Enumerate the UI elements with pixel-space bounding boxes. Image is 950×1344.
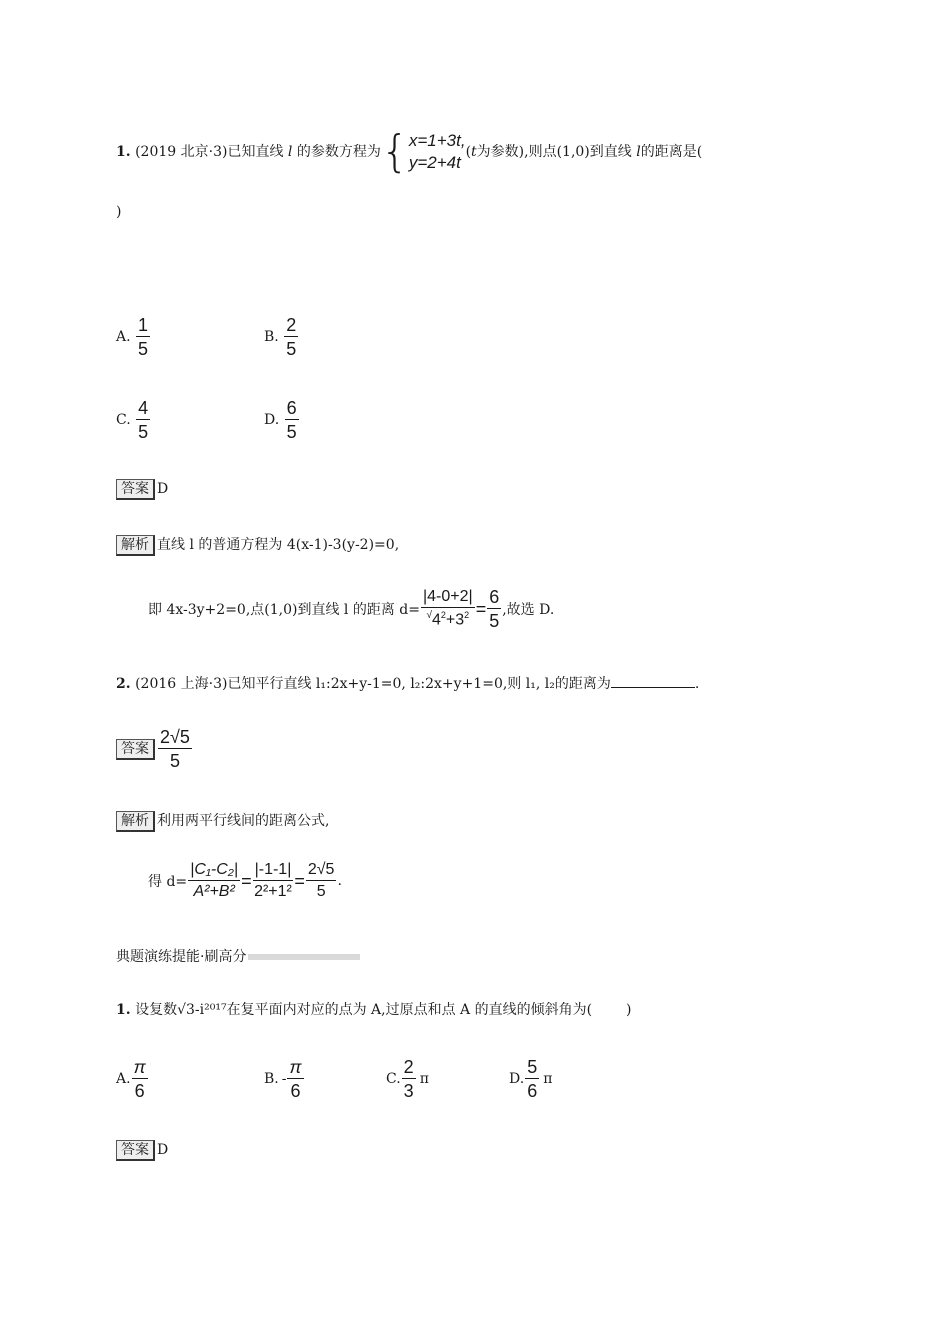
- q2-answer-blank[interactable]: [611, 675, 695, 688]
- q1-option-c: [116, 399, 151, 441]
- answer-tag: 答案: [116, 1140, 155, 1161]
- frac-den: 6: [134, 1081, 145, 1101]
- frac-den: 5: [286, 422, 297, 442]
- q1-param-system: [409, 130, 466, 174]
- q1-line-l-2: l: [636, 144, 641, 160]
- option-suffix: π: [419, 1071, 429, 1087]
- result-fraction: [306, 862, 337, 900]
- frac-num: |4-0+2|: [421, 589, 475, 608]
- q3-answer: [116, 1140, 168, 1161]
- q1-stem: [116, 126, 703, 177]
- q1-param-rest: 为参数),则点(1,0)到直线: [476, 144, 632, 160]
- option-label: C.: [116, 412, 131, 428]
- option-label: A.: [116, 1071, 131, 1087]
- q2-text: 已知平行直线 l₁:2x+y-1=0, l₂:2x+y+1=0,则 l₁, l₂的距离为: [227, 676, 611, 692]
- frac-den: 5: [138, 339, 149, 359]
- option-label: D.: [264, 412, 280, 428]
- frac-num: 2: [286, 315, 297, 335]
- answer-tag: 答案: [116, 739, 155, 760]
- q2-source: (2016 上海·3): [135, 676, 228, 692]
- frac-den: 3: [403, 1081, 414, 1101]
- frac-den: 5: [138, 422, 149, 442]
- analysis-line1: 直线 l 的普通方程为 4(x-1)-3(y-2)=0,: [157, 537, 400, 553]
- frac-den: 5: [489, 611, 500, 631]
- q1-option-b: [264, 316, 299, 358]
- equals: =: [294, 870, 305, 891]
- q1-number: 1.: [116, 144, 131, 160]
- section-title: 典题演练提能·刷高分: [116, 949, 247, 965]
- frac-num: |C₁-C₂|: [188, 862, 240, 881]
- frac-den: 6: [290, 1081, 301, 1101]
- result-fraction: [487, 588, 501, 630]
- frac-den: 5: [286, 339, 297, 359]
- q2-analysis: [116, 810, 329, 832]
- answer-value: D: [157, 481, 169, 497]
- q1-param-open: (: [465, 144, 472, 160]
- q2-stem: [116, 673, 699, 693]
- frac-den: 6: [527, 1081, 538, 1101]
- q1-close-paren: ): [116, 204, 122, 220]
- fraction: [525, 1058, 539, 1100]
- equals: =: [475, 598, 487, 619]
- answer-value: D: [157, 1142, 169, 1158]
- option-sign: -: [281, 1071, 287, 1087]
- frac-num: 2: [403, 1057, 414, 1077]
- option-suffix: π: [543, 1071, 553, 1087]
- den-base: 3: [455, 611, 465, 629]
- q3-option-b: [264, 1058, 305, 1100]
- distance-fraction: [421, 589, 475, 628]
- q1-text-a: 已知直线: [227, 144, 284, 160]
- q2-analysis-formula: [148, 862, 342, 900]
- frac-den: 5: [169, 751, 180, 771]
- answer-tag: 答案: [116, 479, 155, 500]
- q1-sys-line2: y=2+4t: [408, 153, 461, 172]
- option-label: B.: [264, 329, 279, 345]
- fraction: [402, 1058, 416, 1100]
- q1-option-a: [116, 316, 151, 358]
- q1-option-d: [264, 399, 300, 441]
- frac-den: 2²+1²: [254, 883, 292, 900]
- frac-num: 2√5: [306, 862, 337, 881]
- analysis-text: ,故选 D.: [502, 602, 555, 618]
- q1-analysis: [116, 534, 399, 556]
- q1-brace: {: [380, 126, 409, 177]
- frac-num: π: [289, 1057, 302, 1077]
- q1-answer: [116, 479, 168, 500]
- option-label: D.: [509, 1071, 525, 1087]
- q3-stem: [116, 999, 632, 1019]
- fraction: [285, 399, 299, 441]
- value-fraction: [253, 862, 294, 900]
- q3-option-c: [386, 1058, 429, 1100]
- option-label: C.: [386, 1071, 401, 1087]
- frac-num: 2√5: [160, 727, 190, 747]
- frac-num: 6: [489, 587, 500, 607]
- q1-sys-line1: x=1+3t,: [408, 131, 466, 150]
- q2-answer: [116, 728, 193, 770]
- q1-line-l: l: [287, 144, 293, 160]
- answer-fraction: [158, 728, 192, 770]
- section-header: [116, 946, 360, 966]
- q3-close-paren: ): [626, 1002, 632, 1018]
- fraction: [287, 1058, 303, 1100]
- q3-number: 1.: [116, 1002, 131, 1018]
- q2-period: .: [694, 676, 700, 692]
- analysis-tag: 解析: [116, 535, 155, 556]
- q1-source: (2019 北京·3): [135, 144, 228, 160]
- frac-den: $^√4^2+3^2$: [426, 610, 470, 629]
- frac-num: 6: [286, 398, 297, 418]
- q1-analysis-line2: [148, 588, 554, 630]
- analysis-line1: 利用两平行线间的距离公式,: [157, 813, 330, 829]
- fraction: [284, 316, 298, 358]
- section-divider: [248, 954, 360, 960]
- equals: =: [241, 870, 252, 891]
- q3-option-a: [116, 1058, 149, 1100]
- q3-option-d: [509, 1058, 552, 1100]
- analysis-text: .: [337, 873, 342, 889]
- q3-text: 设复数√3-i²⁰¹⁷在复平面内对应的点为 A,过原点和点 A 的直线的倾斜角为(: [135, 1002, 593, 1018]
- frac-den: 5: [316, 883, 326, 900]
- frac-num: 4: [138, 398, 149, 418]
- frac-num: 1: [138, 315, 149, 335]
- frac-den: A²+B²: [193, 883, 235, 900]
- q2-number: 2.: [116, 676, 131, 692]
- fraction: [132, 1058, 148, 1100]
- fraction: [136, 316, 150, 358]
- option-label: B.: [264, 1071, 279, 1087]
- den-base: 4: [432, 611, 441, 629]
- q1-text-b: 的参数方程为: [296, 144, 381, 160]
- q1-text-end: 的距离是(: [640, 144, 703, 160]
- analysis-text: 即 4x-3y+2=0,点(1,0)到直线 l 的距离 d=: [148, 602, 420, 618]
- option-label: A.: [116, 329, 131, 345]
- analysis-text: 得 d=: [148, 874, 188, 890]
- q1-param-t: t: [471, 144, 477, 160]
- fraction: [136, 399, 150, 441]
- formula-fraction: [188, 862, 240, 900]
- frac-num: π: [133, 1057, 146, 1077]
- frac-num: |-1-1|: [253, 862, 294, 881]
- analysis-tag: 解析: [116, 811, 155, 832]
- frac-num: 5: [527, 1057, 538, 1077]
